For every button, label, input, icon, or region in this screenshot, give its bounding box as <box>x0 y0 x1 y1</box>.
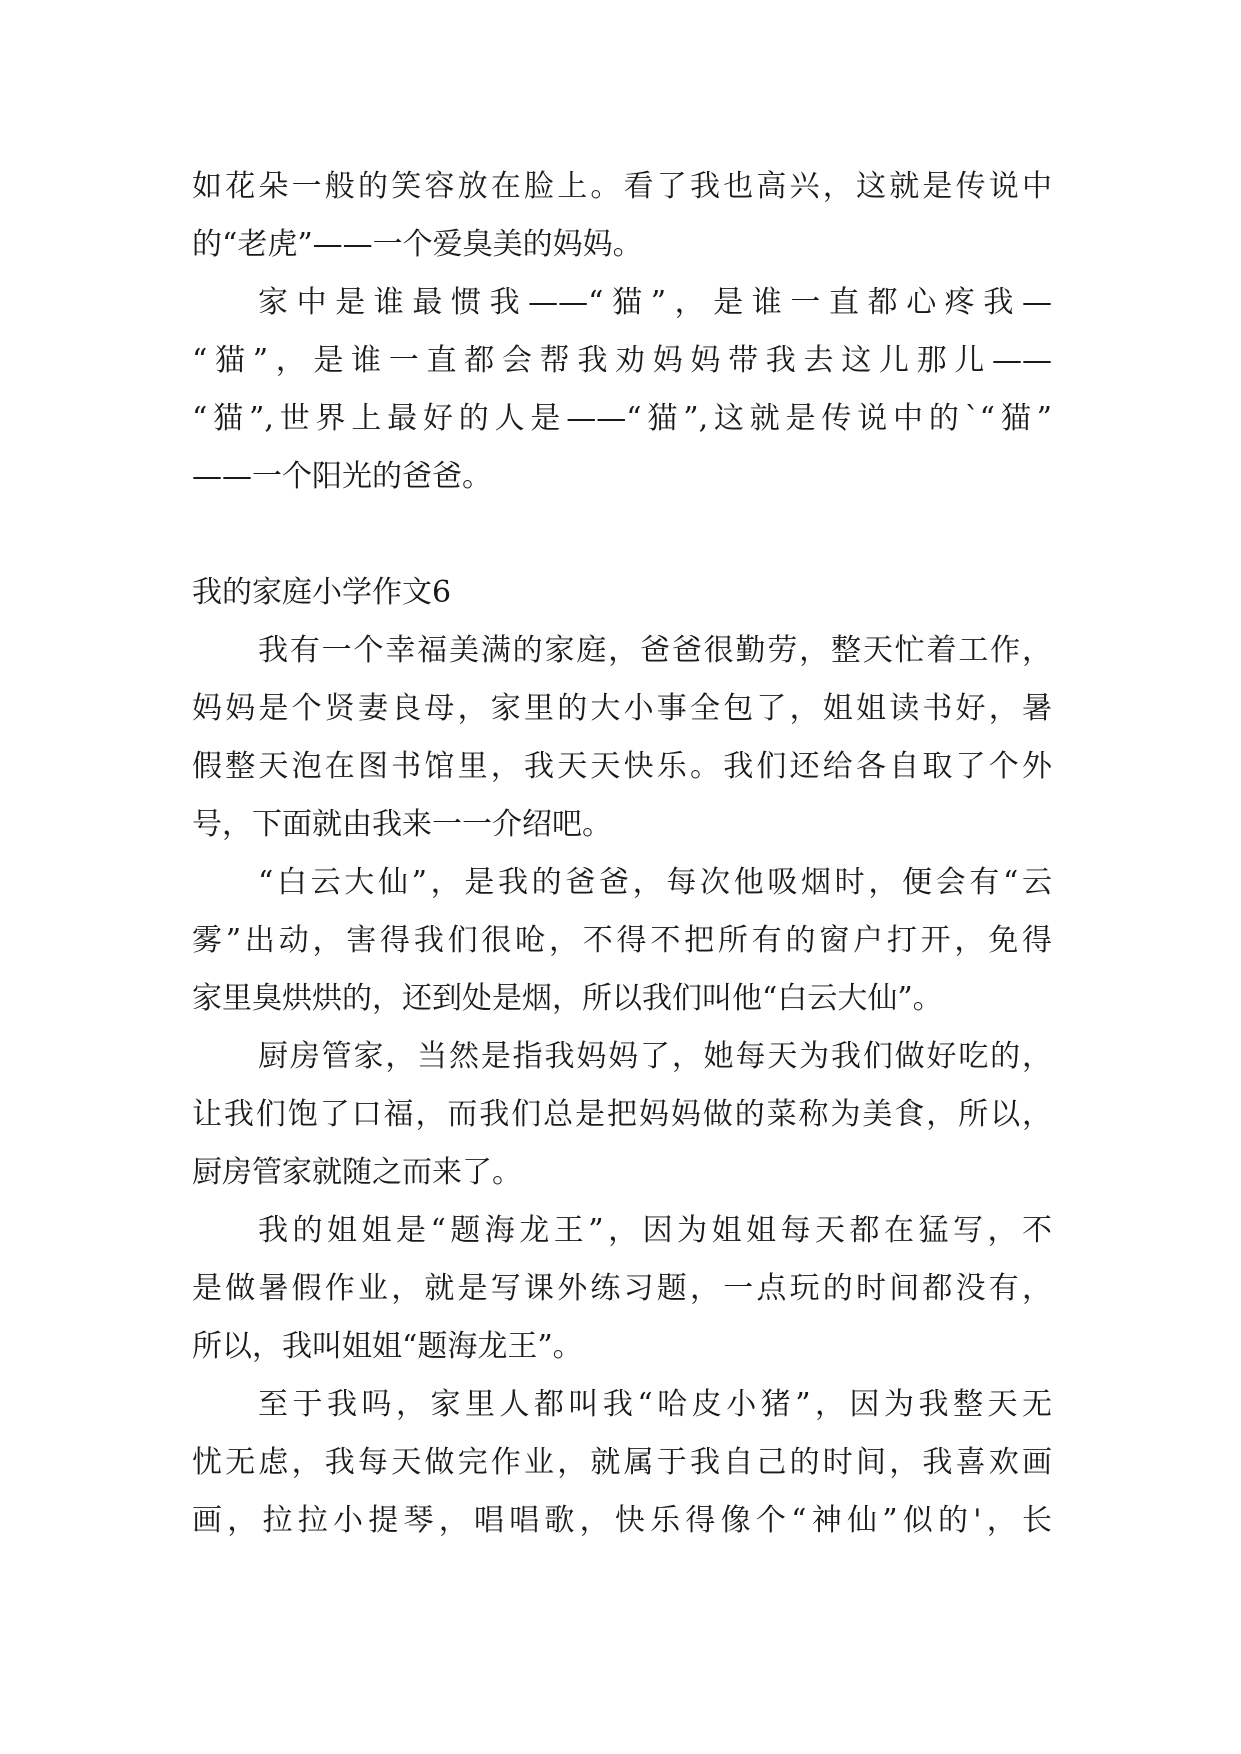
text-line: 厨房管家就随之而来了。 <box>192 1155 522 1190</box>
paragraph <box>192 622 1052 854</box>
text-line: 家里臭烘烘的，还到处是烟，所以我们叫他“白云大仙”。 <box>192 981 943 1016</box>
text-line: “白云大仙”，是我的爸爸，每次他吸烟时，便会有“云 <box>258 865 1052 900</box>
paragraph <box>192 158 1052 274</box>
text-line: 的“老虎”——一个爱臭美的妈妈。 <box>192 227 643 262</box>
text-line: 厨房管家，当然是指我妈妈了，她每天为我们做好吃的， <box>258 1039 1052 1074</box>
text-line: ——一个阳光的爸爸。 <box>192 459 492 494</box>
text-line: 让我们饱了口福，而我们总是把妈妈做的菜称为美食，所以， <box>192 1097 1052 1132</box>
text-line: 我的姐姐是“题海龙王”，因为姐姐每天都在猛写，不 <box>258 1213 1052 1248</box>
text-line: 号，下面就由我来一一介绍吧。 <box>192 807 612 842</box>
text-line: 至于我吗，家里人都叫我“哈皮小猪”，因为我整天无 <box>258 1387 1052 1422</box>
text-line: 是做暑假作业，就是写课外练习题，一点玩的时间都没有， <box>192 1271 1052 1306</box>
document-body <box>192 158 1052 1550</box>
text-line: 所以，我叫姐姐“题海龙王”。 <box>192 1329 583 1364</box>
text-line: 忧无虑，我每天做完作业，就属于我自己的时间，我喜欢画 <box>192 1445 1052 1480</box>
paragraph-spacer <box>192 506 1052 564</box>
text-line: 如花朵一般的笑容放在脸上。看了我也高兴，这就是传说中 <box>192 169 1052 204</box>
paragraph <box>192 274 1052 506</box>
paragraph <box>192 1376 1052 1550</box>
text-line: 雾”出动，害得我们很呛，不得不把所有的窗户打开，免得 <box>192 923 1052 958</box>
section-heading: 我的家庭小学作文6 <box>192 575 452 610</box>
text-line: 假整天泡在图书馆里，我天天快乐。我们还给各自取了个外 <box>192 749 1052 784</box>
text-line: 家中是谁最惯我——“猫”，是谁一直都心疼我— <box>258 285 1052 320</box>
text-line: “猫”,世界上最好的人是——“猫”,这就是传说中的`“猫” <box>192 401 1052 436</box>
paragraph <box>192 1028 1052 1202</box>
text-line: “猫”，是谁一直都会帮我劝妈妈带我去这儿那儿—— <box>192 343 1052 378</box>
paragraph <box>192 854 1052 1028</box>
text-line: 妈妈是个贤妻良母，家里的大小事全包了，姐姐读书好，暑 <box>192 691 1052 726</box>
paragraph <box>192 1202 1052 1376</box>
text-line: 我有一个幸福美满的家庭，爸爸很勤劳，整天忙着工作， <box>258 633 1052 668</box>
text-line: 画，拉拉小提琴，唱唱歌，快乐得像个“神仙”似的'，长 <box>192 1503 1052 1538</box>
